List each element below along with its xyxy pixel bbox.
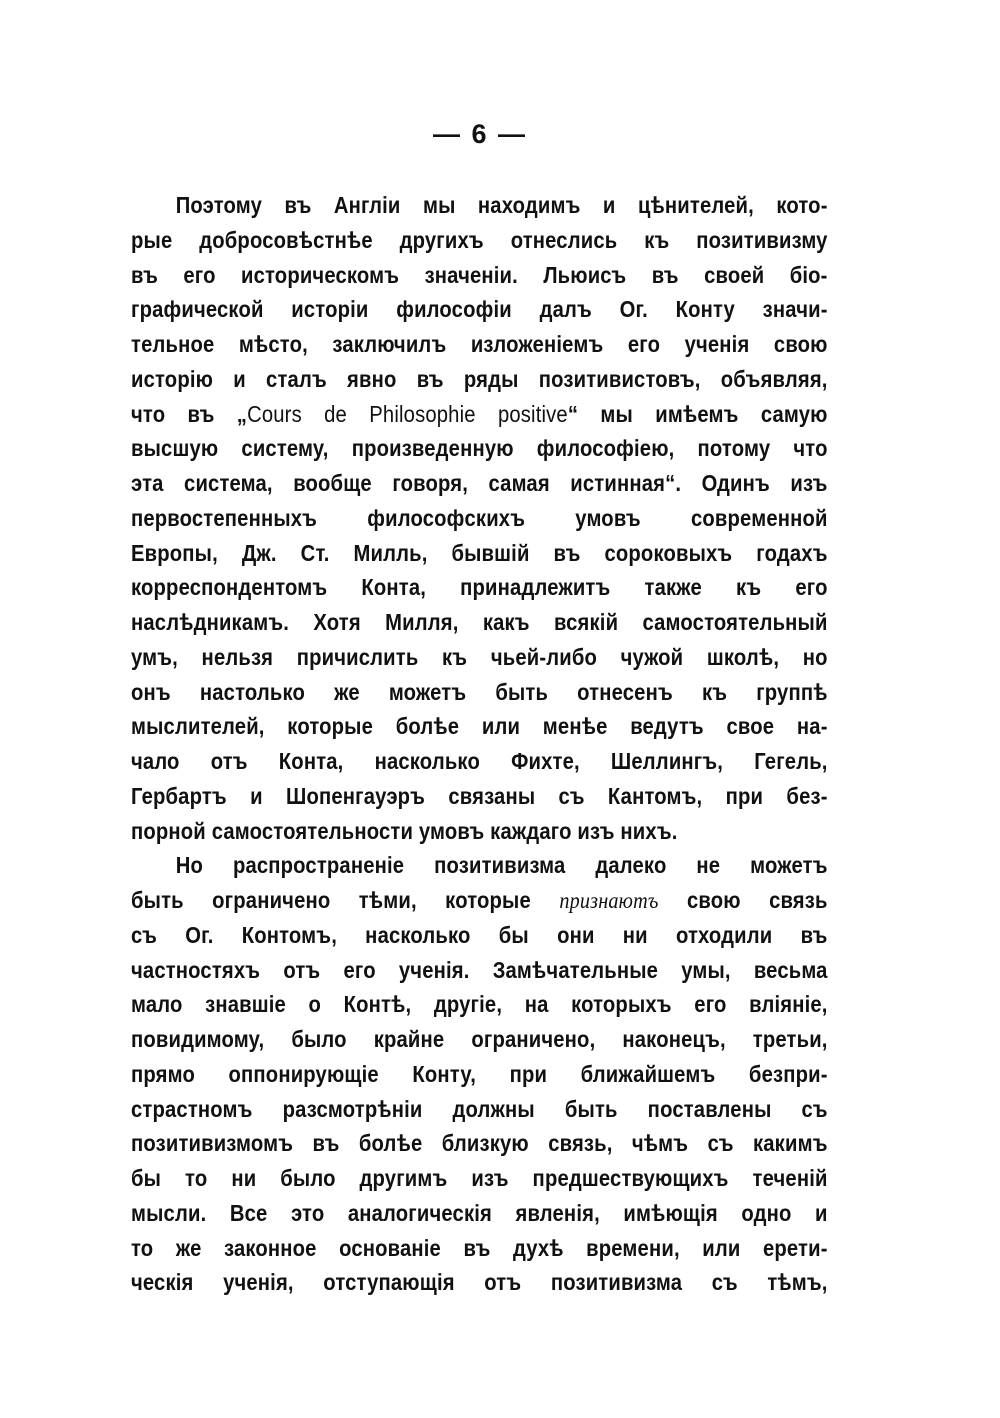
text-line: тельное мѣсто, заключилъ изложеніемъ его ученія свою [131,331,828,357]
text-line: съ Ог. Контомъ, насколько бы они ни отходили въ [131,921,828,948]
text-line: онъ настолько же можетъ быть отнесенъ къ группѣ [131,678,828,705]
text-line: исторію и сталъ явно въ ряды позитивистовъ, объявляя, [131,365,828,392]
text-line: частностяхъ отъ его ученія. Замѣчательные умы, весьма [131,956,828,983]
text-line: эта система, вообще говоря, самая истинная“. Одинъ изъ [131,470,828,496]
text-line-with-italic [131,883,828,918]
body-text [131,188,828,1300]
text-line: Европы, Дж. Ст. Милль, бывшій въ сороковыхъ годахъ [131,539,828,566]
text-line: умъ, нельзя причислить къ чьей-либо чужой школѣ, но [131,643,828,670]
text-line: страстномъ разсмотрѣніи должны быть поставлены съ [131,1095,828,1122]
text-fragment: что въ „ [131,400,248,427]
text-line: порной самостоятельности умовъ каждаго изъ нихъ. [131,817,678,844]
text-line: графической исторіи философіи далъ Ог. Конту значи- [131,296,828,323]
text-line: Поэтому въ Англіи мы находимъ и цѣнителей, кото- [175,192,828,218]
text-line-with-latin-title [131,397,828,432]
text-line: въ его историческомъ значеніи. Льюисъ въ своей біо- [131,261,828,288]
text-line: мыслителей, которые болѣе или менѣе ведутъ свое на- [131,713,828,740]
text-line: рые добросовѣстнѣе другихъ отнеслись къ позитивизму [131,226,828,253]
text-line: мысли. Все это аналогическія явленія, имѣющія одно и [131,1199,828,1226]
text-line: чало отъ Конта, насколько Фихте, Шеллингъ, Гегель, [131,748,828,774]
text-line: наслѣдникамъ. Хотя Милля, какъ всякій самостоятельный [131,609,828,635]
text-line: бы то ни было другимъ изъ предшествующихъ теченій [131,1165,828,1191]
text-line: Но распространеніе позитивизма далеко не можетъ [175,852,828,879]
text-fragment: быть ограничено тѣми, которые [131,887,531,913]
text-line: то же законное основаніе въ духѣ времени, или ерети- [131,1234,828,1261]
text-line: мало знавшіе о Контѣ, другіе, на которыхъ его вліяніе, [131,991,828,1018]
text-line: корреспондентомъ Конта, принадлежитъ также къ его [131,574,828,601]
text-line: Гербартъ и Шопенгауэръ связаны съ Кантомъ, при без- [131,782,828,809]
page-number: — 6 — [432,119,528,149]
text-line: ческія ученія, отступающія отъ позитивизма съ тѣмъ, [131,1269,828,1296]
text-line: повидимому, было крайне ограничено, наконецъ, третьи, [131,1026,828,1052]
text-fragment: свою связь [686,887,828,913]
text-line: высшую систему, произведенную философіею, потому что [131,435,828,462]
text-line: первостепенныхъ философскихъ умовъ современной [131,504,828,531]
emphasis-italic: признаютъ [559,888,659,914]
text-line: позитивизмомъ въ болѣе близкую связь, чѣмъ съ какимъ [131,1130,828,1157]
text-fragment: “ мы имѣемъ самую [567,400,828,427]
text-line: прямо оппонирующіе Конту, при ближайшемъ безпри- [131,1060,828,1087]
book-title-latin: Cours de Philosophie positive [247,400,568,427]
